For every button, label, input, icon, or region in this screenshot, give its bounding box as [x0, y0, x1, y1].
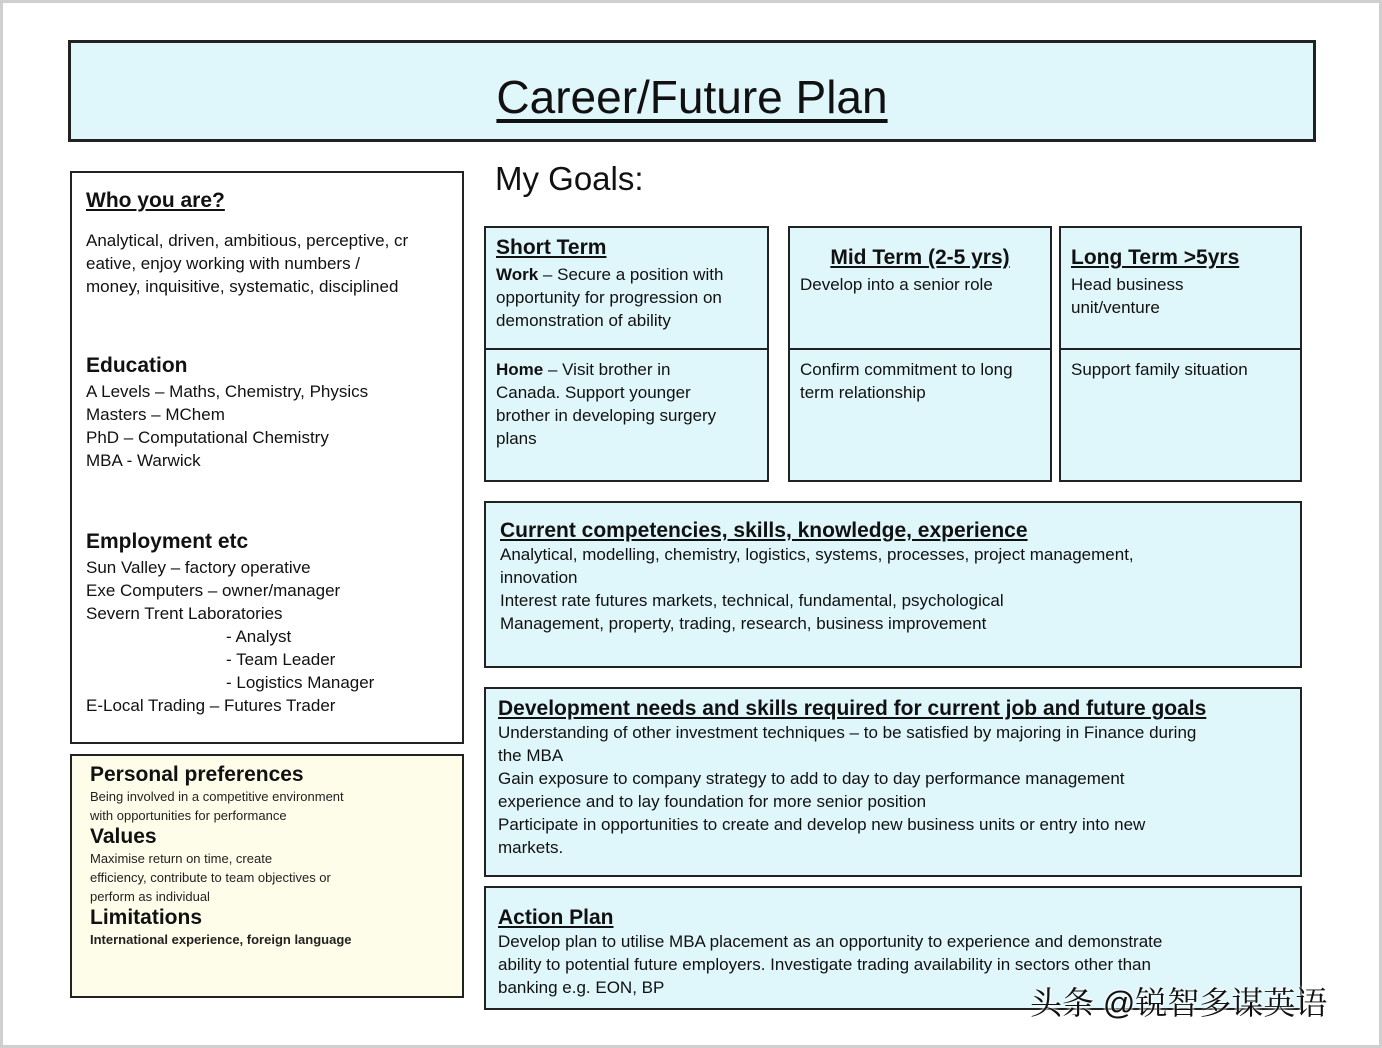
development-line: Participate in opportunities to create and develop new business units or entry into new: [498, 815, 1146, 834]
employment-item: Sun Valley – factory operative: [86, 558, 311, 577]
values-line: perform as individual: [90, 889, 210, 904]
development-line: markets.: [498, 838, 564, 857]
competencies-line: innovation: [500, 568, 578, 587]
mid-term-line: term relationship: [800, 383, 926, 402]
work-line: – Secure a position with: [538, 265, 724, 284]
education-list: [86, 380, 448, 472]
education-item: PhD – Computational Chemistry: [86, 428, 329, 447]
home-line: plans: [496, 429, 537, 448]
home-line: – Visit brother in: [543, 360, 671, 379]
mid-term-line: Develop into a senior role: [800, 275, 993, 294]
long-term-bottom-text: [1071, 358, 1290, 381]
employment-list: [86, 556, 448, 717]
employment-heading: Employment etc: [86, 530, 249, 553]
mid-term-bottom-cell: [788, 348, 1052, 482]
development-line: Gain exposure to company strategy to add to day to day performance management: [498, 769, 1125, 788]
employment-item: Exe Computers – owner/manager: [86, 581, 341, 600]
long-term-line: Head business: [1071, 275, 1184, 294]
home-label: Home: [496, 360, 544, 379]
watermark-text: 头条 @锐智多谋英语: [1030, 985, 1328, 1021]
development-line: experience and to lay foundation for more senior position: [498, 792, 927, 811]
limitations-line: International experience, foreign language: [90, 932, 352, 947]
short-term-work-cell: [484, 226, 769, 350]
personal-preferences-panel: [70, 754, 464, 998]
employment-role: - Logistics Manager: [226, 673, 375, 692]
preferences-line: Being involved in a competitive environment: [90, 789, 344, 804]
development-line: the MBA: [498, 746, 564, 765]
education-item: A Levels – Maths, Chemistry, Physics: [86, 382, 369, 401]
education-item: MBA - Warwick: [86, 451, 201, 470]
long-term-top-cell: [1059, 226, 1302, 350]
employment-role: - Analyst: [226, 627, 292, 646]
action-plan-line: ability to potential future employers. Investigate trading availability in sectors other than: [498, 955, 1151, 974]
competencies-line: Management, property, trading, research, business improvement: [500, 614, 987, 633]
employment-role: - Team Leader: [226, 650, 336, 669]
who-you-are-panel: [70, 171, 464, 744]
values-line: efficiency, contribute to team objectives or: [90, 870, 331, 885]
work-label: Work: [496, 265, 539, 284]
competencies-text: [500, 543, 1286, 635]
development-heading: Development needs and skills required for current job and future goals: [498, 697, 1207, 720]
long-term-bottom-cell: [1059, 348, 1302, 482]
mid-term-top-cell: [788, 226, 1052, 350]
limitations-heading: Limitations: [90, 906, 203, 929]
short-term-home-cell: [484, 348, 769, 482]
development-line: Understanding of other investment techniques – to be satisfied by majoring in Finance during: [498, 723, 1197, 742]
home-line: brother in developing surgery: [496, 406, 717, 425]
employment-item: E-Local Trading – Futures Trader: [86, 696, 336, 715]
competencies-line: Interest rate futures markets, technical, fundamental, psychological: [500, 591, 1004, 610]
education-item: Masters – MChem: [86, 405, 225, 424]
mid-term-heading: Mid Term (2-5 yrs): [830, 246, 1010, 269]
mid-term-bottom-text: [800, 358, 1040, 404]
page-title: Career/Future Plan: [496, 71, 888, 123]
preferences-heading: Personal preferences: [90, 763, 304, 786]
who-line: Analytical, driven, ambitious, perceptive, cr: [86, 231, 409, 250]
competencies-panel: [484, 501, 1302, 668]
short-term-heading: Short Term: [496, 236, 607, 259]
action-plan-line: Develop plan to utilise MBA placement as an opportunity to experience and demonstrate: [498, 932, 1163, 951]
employment-item: Severn Trent Laboratories: [86, 604, 283, 623]
goals-label: My Goals:: [495, 160, 644, 197]
mid-term-top-text: [800, 273, 1040, 296]
competencies-line: Analytical, modelling, chemistry, logistics, systems, processes, project management,: [500, 545, 1134, 564]
action-plan-line: banking e.g. EON, BP: [498, 978, 665, 997]
title-banner: [68, 40, 1316, 142]
long-term-heading: Long Term >5yrs: [1071, 246, 1240, 269]
home-line: Canada. Support younger: [496, 383, 691, 402]
competencies-heading: Current competencies, skills, knowledge, experience: [500, 519, 1028, 542]
who-line: eative, enjoy working with numbers /: [86, 254, 361, 273]
preferences-line: with opportunities for performance: [90, 808, 287, 823]
education-heading: Education: [86, 354, 188, 377]
short-term-home-text: [496, 358, 757, 450]
work-line: opportunity for progression on: [496, 288, 722, 307]
values-heading: Values: [90, 825, 157, 848]
short-term-work-text: [496, 263, 757, 332]
who-line: money, inquisitive, systematic, disciplined: [86, 277, 399, 296]
development-text: [498, 721, 1288, 859]
work-line: demonstration of ability: [496, 311, 671, 330]
long-term-top-text: [1071, 273, 1290, 319]
mid-term-line: Confirm commitment to long: [800, 360, 1013, 379]
who-heading: Who you are?: [86, 189, 225, 212]
action-plan-heading: Action Plan: [498, 906, 614, 929]
long-term-line: Support family situation: [1071, 360, 1248, 379]
who-description: [86, 229, 448, 298]
long-term-line: unit/venture: [1071, 298, 1160, 317]
development-panel: [484, 687, 1302, 877]
values-line: Maximise return on time, create: [90, 851, 273, 866]
